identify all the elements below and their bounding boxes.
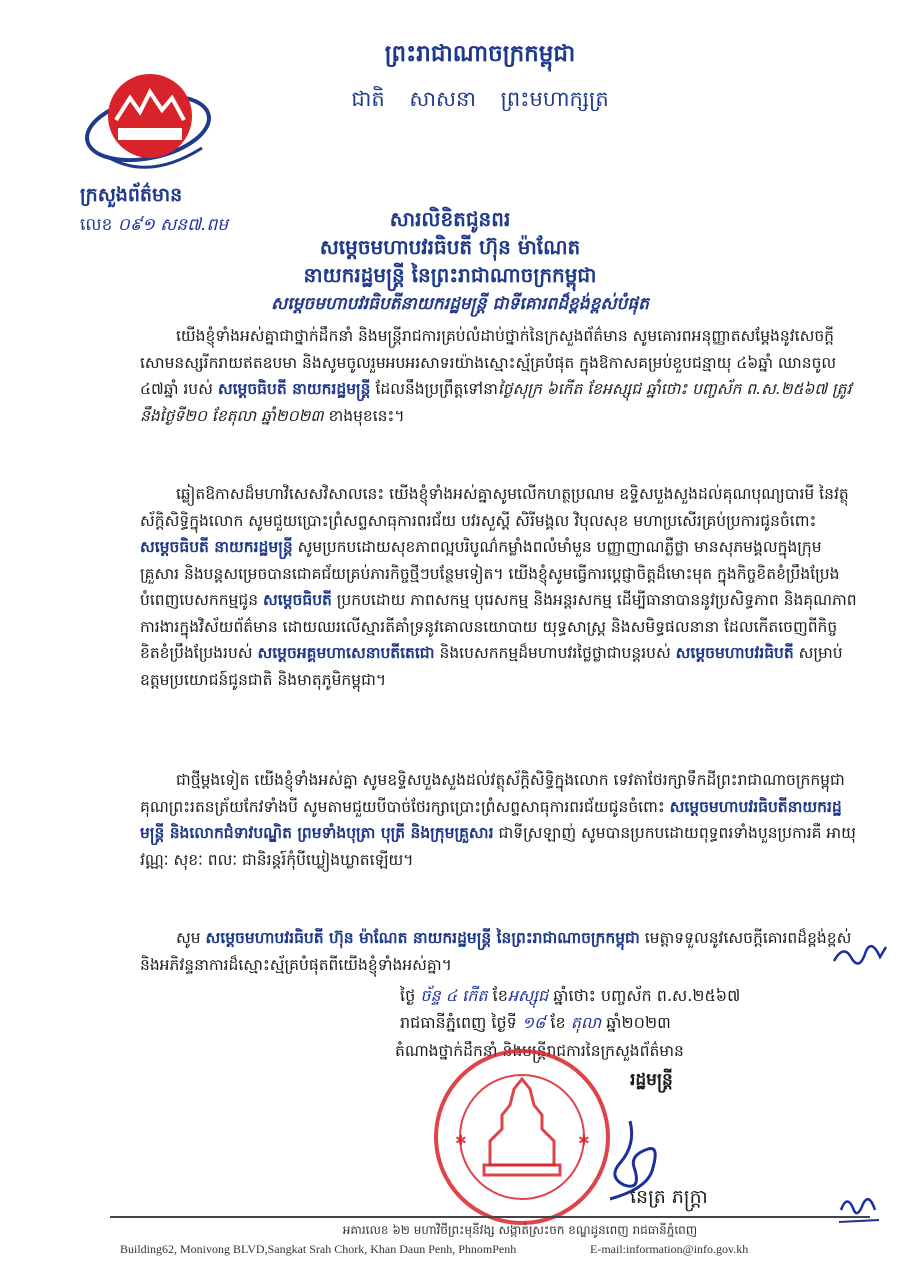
- reference-number: លេខ ០៩១ សន៧.ពម: [80, 215, 229, 235]
- paragraph-1: យើងខ្ញុំទាំងអស់គ្នាជាថ្នាក់ដឹកនាំ និងមន្ត្រីរាជការគ្រប់លំដាប់ថ្នាក់នៃក្រសួងព័ត៌មាន សូមគោរពអនុញ្ញាតសម្ដែងនូវសេចក្ដីសោមនស្សរីករាយឥតឧបមា និងសូមចូលរួមអបអរសាទរយ៉ាងស្មោះស្ម័គ្របំផុត ក្នុងឱកាសគម្រប់ខួបជន្មាយុ ៤៦ឆ្នាំ ឈានចូល ៤៧ឆ្នាំ របស់ សម្ដេចធិបតី នាយករដ្ឋមន្ត្រី ដែលនឹងប្រព្រឹត្តទៅនាថ្ងៃសុក្រ ៦កើត ខែអស្សុជ ឆ្នាំថោះ បញ្ចស័ក ព.ស.២៥៦៧ ត្រូវនឹងថ្ងៃទី២០ ខែតុលា ឆ្នាំ២០២៣ ខាងមុខនេះ។: [140, 327, 852, 425]
- solar-date: រាជធានីភ្នំពេញ ថ្ងៃទី ១៨ ខែ តុលា ឆ្នាំ២០២៣: [400, 1013, 671, 1032]
- ministry-name: ក្រសួងព័ត៌មាន: [80, 184, 183, 206]
- footer-address-kh: អគារលេខ ៦២ មហាវិថីព្រះមុនីវង្ស សង្កាត់ស្រះចក ខណ្ឌដូនពេញ រាជធានីភ្នំពេញ: [342, 1223, 698, 1237]
- footer-divider: [110, 1216, 870, 1218]
- addressee-name: សម្ដេចមហាបវរធិបតី ហ៊ុន ម៉ាណែត: [319, 235, 581, 259]
- letter-title: សារលិខិតជូនពរ: [389, 207, 511, 231]
- footer-address-en: Building62, Monivong BLVD,Sangkat Srah Chork, Khan Daun Penh, PhnomPenh: [120, 1242, 517, 1256]
- handwritten-page-mark: [835, 1190, 885, 1230]
- signatory-name: នេត្រ ភក្ត្រា: [630, 1186, 708, 1208]
- svg-text:✱: ✱: [578, 1133, 590, 1149]
- national-motto: ជាតិ សាសនា ព្រះមហាក្សត្រ: [351, 87, 609, 111]
- addressee-role: នាយករដ្ឋមន្ត្រី នៃព្រះរាជាណាចក្រកម្ពុជា: [303, 263, 597, 287]
- paragraph-3: ជាថ្មីម្ដងទៀត យើងខ្ញុំទាំងអស់គ្នា សូមឧទ្ទិសបួងសួងដល់វត្ថុស័ក្ដិសិទ្ធិក្នុងលោក ទេវតាថែរក្សាទឹកដីព្រះរាជាណាចក្រកម្ពុជា គុណព្រះរតនត្រ័យកែវទាំងបី សូមតាមជួយបីបាច់ថែរក្សាប្រោះព្រំសព្ទសាធុការពរជ័យជូនចំពោះ សម្ដេចមហាបវរធិបតីនាយករដ្ឋមន្ត្រី និងលោកជំទាវបណ្ឌិត ព្រមទាំងបុត្រា បុត្រី និងក្រុមគ្រួសារ ជាទីស្រឡាញ់ សូមបានប្រកបដោយពុទ្ធពរទាំងបួនប្រការគឺ អាយុ វណ្ណៈ សុខៈ ពលៈ ជានិរន្តរ៍កុំបីឃ្លៀងឃ្លាតឡើយ។: [140, 771, 856, 869]
- footer-email: E-mail:information@info.gov.kh: [590, 1242, 749, 1256]
- lunar-date: ថ្ងៃ ច័ន្ទ ៤ កើត ខែអស្សុជ ឆ្នាំថោះ បញ្ចស័ក ព.ស.២៥៦៧: [400, 986, 741, 1005]
- on-behalf-line: តំណាងថ្នាក់ដឹកនាំ និងមន្ត្រីរាជការនៃក្រសួងព័ត៌មាន: [395, 1042, 684, 1060]
- ministry-logo: [78, 70, 228, 180]
- official-stamp: [430, 1045, 615, 1230]
- kingdom-title: ព្រះរាជាណាចក្រកម្ពុជា: [384, 41, 576, 67]
- signatory-role: រដ្ឋមន្ត្រី: [630, 1070, 673, 1090]
- paragraph-4: សូម សម្ដេចមហាបវរធិបតី ហ៊ុន ម៉ាណែត នាយករដ្ឋមន្ត្រី នៃព្រះរាជាណាចក្រកម្ពុជា មេត្តាទទួលនូវសេចក្ដីគោរពដ៏ខ្ពង់ខ្ពស់ និងអភិវន្ទនាការដ៏ស្មោះស្ម័គ្របំផុតពីយើងខ្ញុំទាំងអស់គ្នា។: [140, 929, 852, 974]
- salutation: សម្ដេចមហាបវរធិបតីនាយករដ្ឋមន្ត្រី ជាទីគោរពដ៏ខ្ពង់ខ្ពស់បំផុត: [271, 294, 649, 314]
- handwritten-initial-mark: [830, 935, 890, 975]
- paragraph-2: ឆ្លៀតឱកាសដ៏មហាវិសេសវិសាលនេះ យើងខ្ញុំទាំងអស់គ្នាសូមលើកហត្ថប្រណម ឧទ្ទិសបួងសួងដល់គុណបុណ្យបារមី នៃវត្ថុស័ក្ដិសិទ្ធិក្នុងលោក សូមជួយប្រោះព្រំសព្ទសាធុការពរជ័យ បវរសួស្ដី សិរីមង្គល វិបុលសុខ មហាប្រសើរគ្រប់ប្រការជូនចំពោះ សម្ដេចធិបតី នាយករដ្ឋមន្ត្រី សូមប្រកបដោយសុខភាពល្អបរិបូណ៌កម្លាំងពលំមាំមួន បញ្ញាញាណភ្លឺថ្លា មានសុភមង្គលក្នុងក្រុមគ្រួសារ និងបន្តសម្រេចបានជោគជ័យគ្រប់ភារកិច្ចថ្មីៗបន្ថែមទៀត។ យើងខ្ញុំសូមធ្វើការប្ដេជ្ញាចិត្តដ៏មោះមុត ក្នុងកិច្ចខិតខំប្រឹងប្រែងបំពេញបេសកកម្មជូន សម្ដេចធិបតី ប្រកបដោយ ភាពសកម្ម បុរេសកម្ម និងអន្តរសកម្ម ដើម្បីធានាបាននូវប្រសិទ្ធភាព និងគុណភាពការងារក្នុងវិស័យព័ត៌មាន ដោយឈរលើស្មារតីគាំទ្រនូវគោលនយោបាយ យុទ្ធសាស្ត្រ និងសមិទ្ធផលនានា ដែលកើតចេញពីកិច្ចខិតខំប្រឹងប្រែងរបស់ សម្ដេចអគ្គមហាសេនាបតីតេជោ និងបេសកកម្មដ៏មហាបវរថ្លៃថ្លាជាបន្តរបស់ សម្ដេចមហាបវរធិបតី សម្រាប់ឧត្ដមប្រយោជន៍ជូនជាតិ និងមាតុភូមិកម្ពុជា។: [140, 485, 857, 689]
- svg-text:✱: ✱: [455, 1133, 467, 1149]
